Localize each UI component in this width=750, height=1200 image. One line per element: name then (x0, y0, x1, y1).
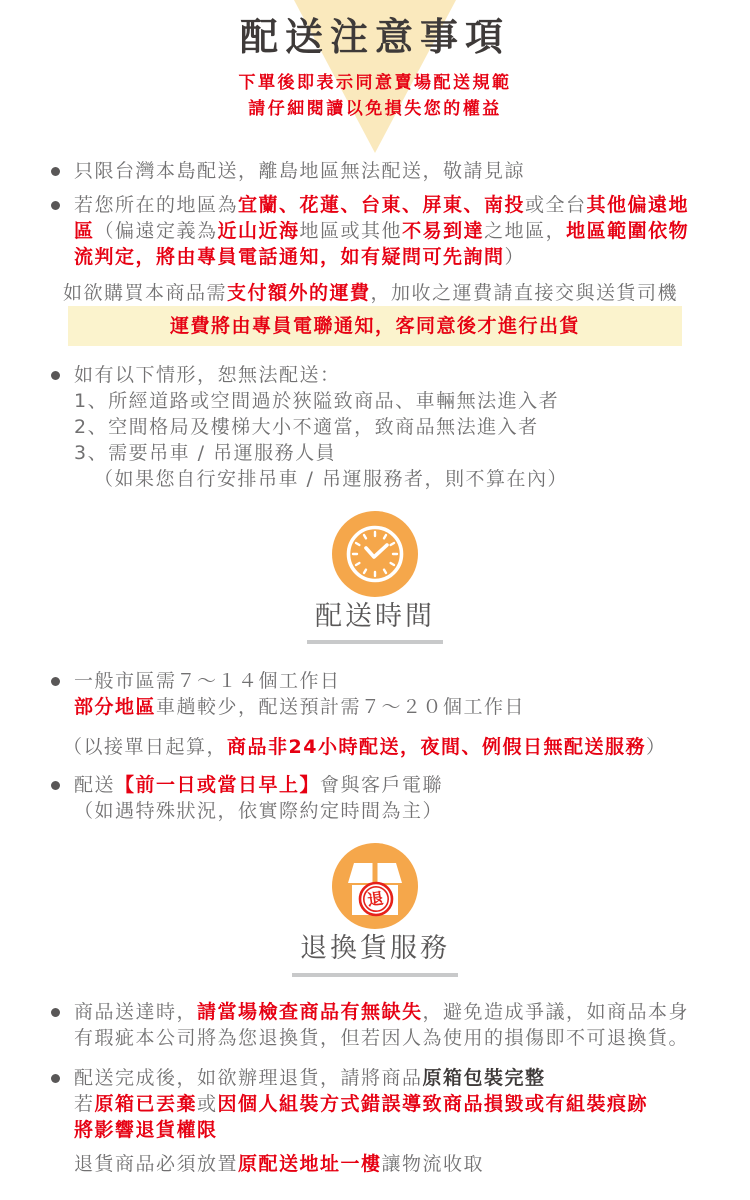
list-item-island-only (50, 158, 700, 184)
list-item-return-packaging (50, 1065, 700, 1143)
list-item-text (74, 1065, 700, 1143)
list-item-phone-contact (50, 772, 700, 824)
return-stamp-character: 退 (366, 888, 386, 911)
list-item-text (74, 362, 700, 492)
cannot-deliver-note: （如果您自行安排吊車 / 吊運服務者，則不算在內） (94, 467, 568, 490)
list-item-text (74, 668, 700, 720)
bullet-dot (51, 1008, 60, 1017)
list-item-text: 若您所在的地區為宜蘭、花蓮、台東、屏東、南投或全台其他偏遠地區（偏遠定義為近山近海地區或其他不易到達之地區，地區範圍依物流判定，將由專員電話通知，如有疑問可先詢問） (74, 193, 690, 268)
phone-contact-line1: 配送【前一日或當日早上】會與客戶電聯 (74, 774, 444, 797)
return-box-icon (50, 842, 700, 930)
delivery-time-heading: 配送時間 (307, 600, 443, 645)
phone-contact-line2: （如遇特殊狀況，依實際約定時間為主） (74, 800, 444, 823)
bullet-dot (51, 677, 60, 686)
return-packaging-line2: 若原箱已丟棄或因個人組裝方式錯誤導致商品損毀或有組裝痕跡 (74, 1093, 649, 1116)
returns-heading: 退換貨服務 (292, 932, 458, 977)
list-item-cannot-deliver (50, 362, 700, 492)
cannot-deliver-intro: 如有以下情形，恕無法配送： (74, 363, 341, 386)
bullet-dot (51, 371, 60, 380)
page-title: 配送注意事項 (239, 15, 510, 59)
cannot-deliver-item-3: 3、需要吊車 / 吊運服務人員 (74, 441, 337, 464)
cannot-deliver-item-2: 2、空間格局及樓梯大小不適當，致商品無法進入者 (74, 415, 539, 438)
workdays-line1: 一般市區需７～１４個工作日 (74, 670, 341, 693)
header-warning-line2: 請仔細閱讀以免損失您的權益 (248, 98, 502, 119)
bullet-dot (51, 781, 60, 790)
cannot-deliver-item-1: 1、所經道路或空間過於狹隘致商品、車輛無法進入者 (74, 389, 560, 412)
workdays-line2: 部分地區車趟較少，配送預計需７～２０個工作日 (74, 696, 526, 719)
header (0, 0, 750, 122)
return-packaging-line3: 將影響退貨權限 (74, 1119, 218, 1142)
extra-freight-paragraph: 如欲購買本商品需支付額外的運費，加收之運費請直接交與送貨司機 (63, 281, 679, 304)
returns-section-head (50, 842, 700, 977)
header-warning-line1: 下單後即表示同意賣場配送規範 (238, 72, 512, 93)
list-item-text: 商品送達時，請當場檢查商品有無缺失，避免造成爭議，如商品本身有瑕疵本公司將為您退換貨，但若因人為使用的損傷即不可退換貨。 (74, 1001, 690, 1050)
return-packaging-line1: 配送完成後，如欲辦理退貨，請將商品原箱包裝完整 (74, 1067, 546, 1090)
header-warning (0, 70, 750, 122)
list-item-inspect-on-arrival (50, 999, 700, 1051)
bullet-dot (51, 167, 60, 176)
bullet-dot (51, 201, 60, 210)
return-pickup-note: 退貨商品必須放置原配送地址一樓讓物流收取 (74, 1153, 485, 1176)
highlight-text: 運費將由專員電聯通知，客同意後才進行出貨 (169, 314, 580, 337)
clock-icon (50, 510, 700, 598)
content (0, 158, 750, 1178)
list-item-text: 只限台灣本島配送，離島地區無法配送，敬請見諒 (74, 159, 526, 182)
bullet-dot (51, 1074, 60, 1083)
list-item-workdays (50, 668, 700, 720)
freight-highlight-box (68, 306, 682, 346)
delivery-time-section-head (50, 510, 700, 645)
list-item-text (74, 772, 700, 824)
delivery-time-note: （以接單日起算，商品非24小時配送，夜間、例假日無配送服務） (63, 736, 667, 759)
list-item-remote-areas (50, 192, 700, 270)
